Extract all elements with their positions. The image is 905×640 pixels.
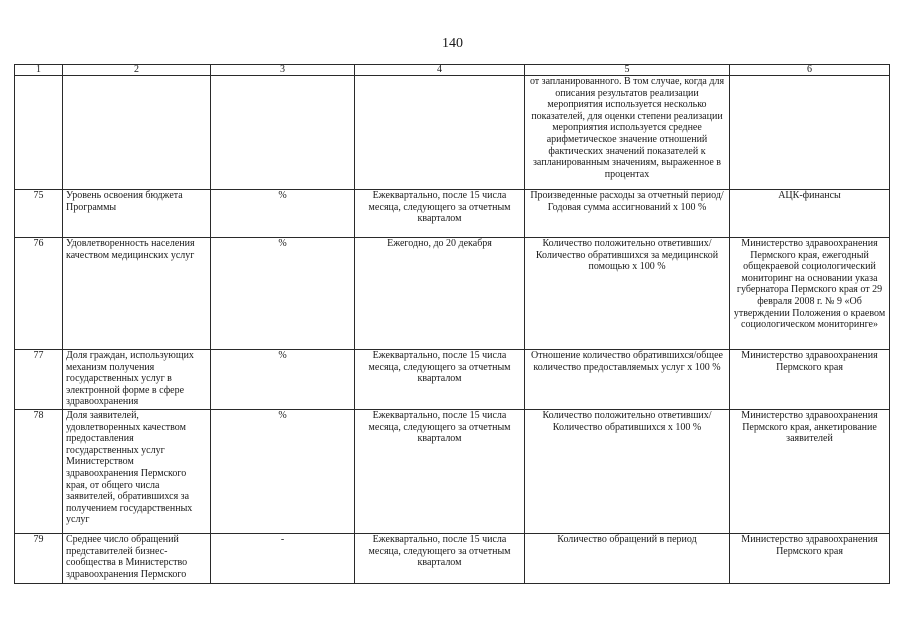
column-number: 1 bbox=[15, 65, 63, 76]
row-number: 76 bbox=[15, 238, 63, 350]
calculation-formula: Количество положительно ответивших/Количество обратившихся х 100 % bbox=[525, 410, 730, 534]
table-row bbox=[15, 190, 890, 238]
row-number: 77 bbox=[15, 350, 63, 410]
calculation-formula: Количество обращений в период bbox=[525, 534, 730, 584]
indicator-name: Уровень освоения бюджета Программы bbox=[63, 190, 211, 238]
row-number: 79 bbox=[15, 534, 63, 584]
page-number: 140 bbox=[442, 36, 463, 51]
calculation-formula: Количество положительно ответивших/Количество обратившихся за медицинской помощью х 100 % bbox=[525, 238, 730, 350]
column-number: 5 bbox=[525, 65, 730, 76]
unit: % bbox=[211, 350, 355, 410]
unit: - bbox=[211, 534, 355, 584]
reporting-period: Ежеквартально, после 15 числа месяца, следующего за отчетным кварталом bbox=[355, 350, 525, 410]
period-cell bbox=[355, 76, 525, 190]
data-source: Министерство здравоохранения Пермского края bbox=[730, 350, 890, 410]
row-number-cell bbox=[15, 76, 63, 190]
indicator-name: Доля заявителей, удовлетворенных качеством предоставления государственных услуг Министерством здравоохранения Пермского края, от общего числа заявителей, обратившихся за получением государственных услуг bbox=[63, 410, 211, 534]
data-source: Министерство здравоохранения Пермского края, анкетирование заявителей bbox=[730, 410, 890, 534]
reporting-period: Ежегодно, до 20 декабря bbox=[355, 238, 525, 350]
row-number: 78 bbox=[15, 410, 63, 534]
unit: % bbox=[211, 410, 355, 534]
data-source: Министерство здравоохранения Пермского края, ежегодный общекраевой социологический мониторинг на основании указа губернатора Пермского края от 29 февраля 2008 г. № 9 «Об утверждении Положения о краевом социологическом мониторинге» bbox=[730, 238, 890, 350]
row-number: 75 bbox=[15, 190, 63, 238]
calculation-formula: Отношение количество обратившихся/общее количество предоставляемых услуг х 100 % bbox=[525, 350, 730, 410]
unit: % bbox=[211, 238, 355, 350]
indicator-name: Среднее число обращений представителей бизнес-сообщества в Министерство здравоохранения Пермского bbox=[63, 534, 211, 584]
unit: % bbox=[211, 190, 355, 238]
table-row bbox=[15, 238, 890, 350]
table-row bbox=[15, 534, 890, 584]
column-number: 3 bbox=[211, 65, 355, 76]
column-number-row bbox=[15, 65, 890, 76]
indicator-name: Удовлетворенность населения качеством медицинских услуг bbox=[63, 238, 211, 350]
indicator-name-cell bbox=[63, 76, 211, 190]
reporting-period: Ежеквартально, после 15 числа месяца, следующего за отчетным кварталом bbox=[355, 190, 525, 238]
source-cell bbox=[730, 76, 890, 190]
reporting-period: Ежеквартально, после 15 числа месяца, следующего за отчетным кварталом bbox=[355, 410, 525, 534]
indicator-name: Доля граждан, использующих механизм получения государственных услуг в электронной форме в сфере здравоохранения bbox=[63, 350, 211, 410]
column-number: 2 bbox=[63, 65, 211, 76]
calculation-formula: Произведенные расходы за отчетный период/Годовая сумма ассигнований х 100 % bbox=[525, 190, 730, 238]
indicators-table bbox=[14, 64, 890, 584]
formula-cell: от запланированного. В том случае, когда для описания результатов реализации мероприятия используется несколько показателей, для оценки степени реализации мероприятия используется среднее арифметическое значение отношений фактических значений показателей к запланированным значениям, выраженное в процентах bbox=[525, 76, 730, 190]
reporting-period: Ежеквартально, после 15 числа месяца, следующего за отчетным кварталом bbox=[355, 534, 525, 584]
data-source: Министерство здравоохранения Пермского края bbox=[730, 534, 890, 584]
column-number: 6 bbox=[730, 65, 890, 76]
table-row bbox=[15, 350, 890, 410]
continuation-row bbox=[15, 76, 890, 190]
unit-cell bbox=[211, 76, 355, 190]
column-number: 4 bbox=[355, 65, 525, 76]
table-row bbox=[15, 410, 890, 534]
data-source: АЦК-финансы bbox=[730, 190, 890, 238]
